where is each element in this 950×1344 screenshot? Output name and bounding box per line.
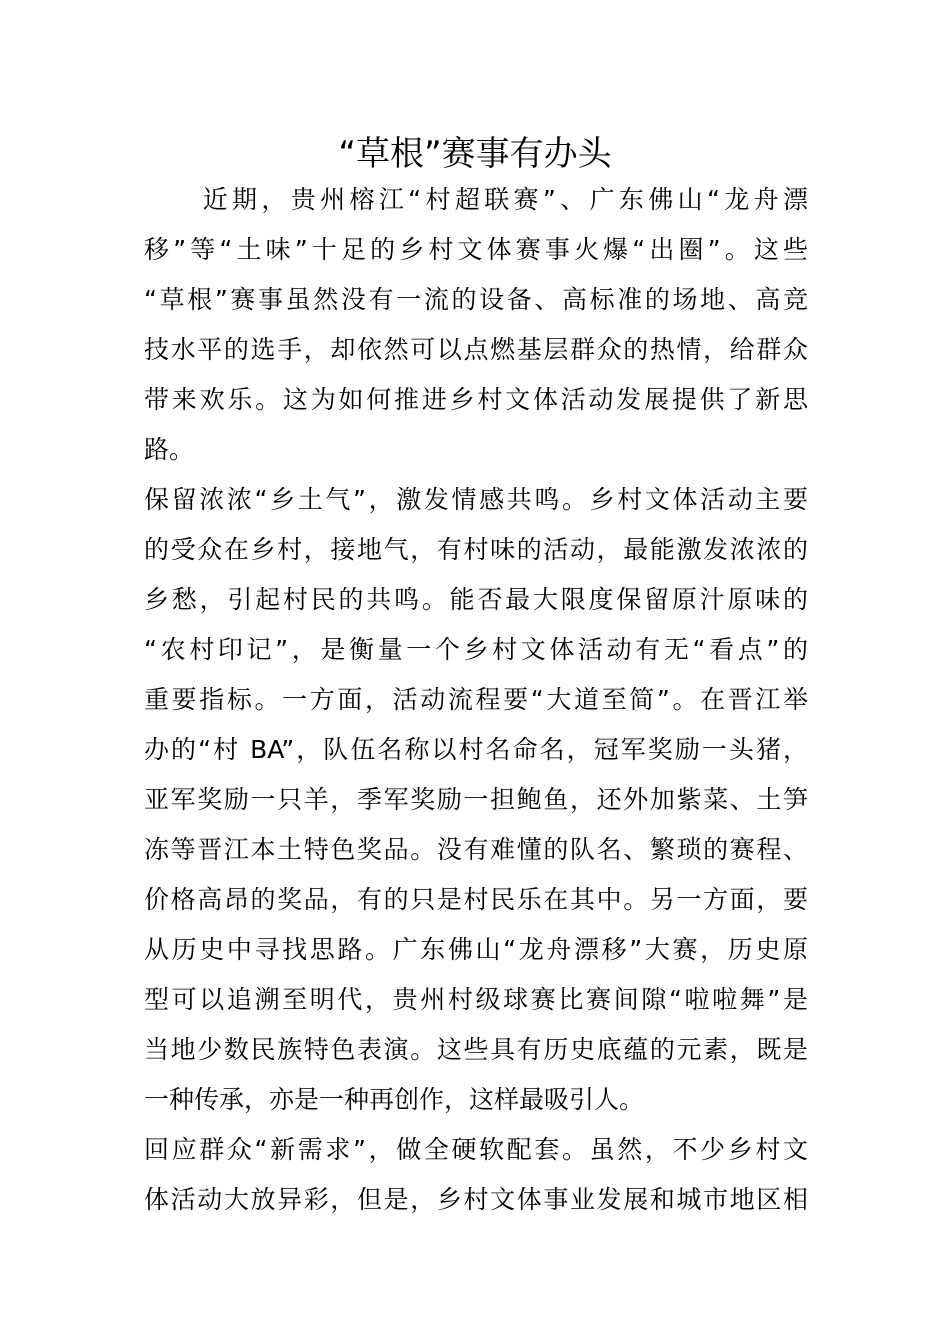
text-line-12: 办的“村 BA”，队伍名称以村名命名，冠军奖励一头猪，: [144, 735, 808, 764]
text-line-1: 近期，贵州榕江“村超联赛”、广东佛山“龙舟漂: [144, 185, 808, 214]
text-line-17: 型可以追溯至明代，贵州村级球赛比赛间隙“啦啦舞”是: [144, 985, 808, 1014]
text-line-3: “草根”赛事虽然没有一流的设备、高标准的场地、高竞: [144, 285, 808, 314]
text-line-7: 保留浓浓“乡土气”，激发情感共鸣。乡村文体活动主要: [144, 485, 808, 514]
text-line-18: 当地少数民族特色表演。这些具有历史底蕴的元素，既是: [144, 1035, 808, 1064]
page-title: “草根”赛事有办头: [338, 134, 612, 174]
text-line-14: 冻等晋江本土特色奖品。没有难懂的队名、繁琐的赛程、: [144, 835, 808, 864]
text-line-13: 亚军奖励一只羊，季军奖励一担鲍鱼，还外加紫菜、土笋: [144, 785, 808, 814]
text-line-15: 价格高昂的奖品，有的只是村民乐在其中。另一方面，要: [144, 885, 808, 914]
text-line-16: 从历史中寻找思路。广东佛山“龙舟漂移”大赛，历史原: [144, 935, 808, 964]
text-line-6: 路。: [144, 435, 195, 464]
text-line-21: 体活动大放异彩，但是，乡村文体事业发展和城市地区相: [144, 1185, 808, 1214]
text-line-5: 带来欢乐。这为如何推进乡村文体活动发展提供了新思: [144, 385, 808, 414]
text-line-8: 的受众在乡村，接地气，有村味的活动，最能激发浓浓的: [144, 535, 808, 564]
text-line-19: 一种传承，亦是一种再创作，这样最吸引人。: [144, 1085, 645, 1114]
text-line-2: 移”等“土味”十足的乡村文体赛事火爆“出圈”。这些: [144, 235, 808, 264]
text-line-20: 回应群众“新需求”，做全硬软配套。虽然，不少乡村文: [144, 1135, 808, 1164]
text-line-4: 技水平的选手，却依然可以点燃基层群众的热情，给群众: [144, 335, 808, 364]
text-line-9: 乡愁，引起村民的共鸣。能否最大限度保留原汁原味的: [144, 585, 808, 614]
text-line-11: 重要指标。一方面，活动流程要“大道至简”。在晋江举: [144, 685, 808, 714]
text-line-10: “农村印记”，是衡量一个乡村文体活动有无“看点”的: [144, 635, 808, 664]
